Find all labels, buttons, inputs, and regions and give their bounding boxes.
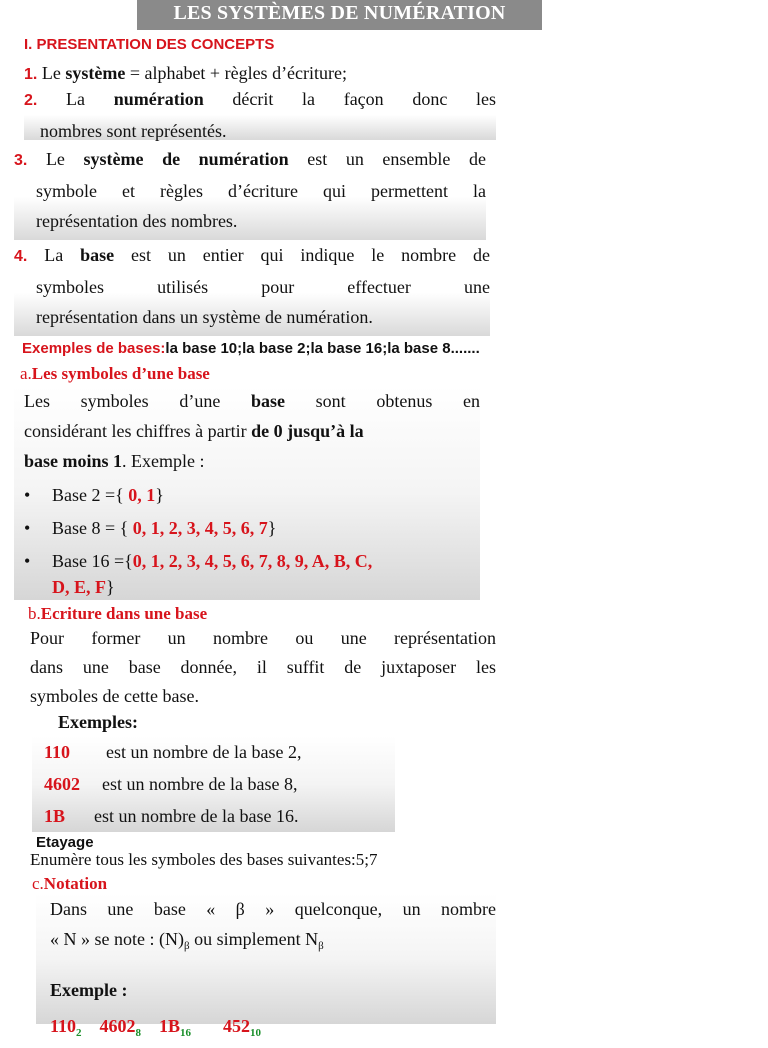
bullet-3-close: }	[106, 577, 115, 597]
bullet-1-close: }	[155, 485, 164, 505]
concept-4-post: est un entier qui indique le nombre de	[114, 245, 490, 265]
section-c-letter: c.	[32, 874, 44, 893]
section-c-line-2-mid: ou simplement N	[189, 929, 319, 949]
bullet-1-label: Base 2 ={	[52, 485, 129, 505]
section-a-title: Les symboles d’une base	[31, 364, 210, 383]
table-row	[32, 768, 395, 800]
section-c-exemple-label: Exemple :	[50, 980, 128, 1000]
notation-2	[100, 1011, 142, 1048]
concept-4-number: 4.	[14, 248, 28, 265]
section-c-sub-1: β	[183, 940, 190, 952]
concept-4-line-1	[14, 240, 490, 272]
concept-2-bold: numération	[113, 89, 204, 109]
notation-1-number: 110	[50, 1016, 77, 1036]
etayage-label: Etayage	[36, 834, 94, 851]
section-1-title: PRESENTATION DES CONCEPTS	[36, 36, 275, 53]
bullet-icon: •	[24, 518, 31, 538]
section-c-title: Notation	[43, 874, 108, 893]
concept-3-line-2: symbole et règles d’écriture qui permettent la	[36, 181, 486, 201]
section-a-line-2-bold: de 0 jusqu’à la	[251, 421, 364, 441]
section-b-line-3: symboles de cette base.	[30, 686, 199, 706]
section-a-line-2-pre: considérant les chiffres à partir	[24, 421, 252, 441]
bullet-3-symbols-2: D, E, F	[52, 577, 106, 597]
section-1-heading	[24, 36, 274, 53]
section-c-body	[36, 894, 496, 1039]
notation-3	[159, 1011, 191, 1048]
section-a-line-1	[14, 386, 480, 416]
concept-3-line-3: représentation des nombres.	[36, 211, 238, 231]
example-1-number: 110	[44, 742, 71, 762]
section-a-heading	[20, 364, 210, 384]
list-item	[14, 546, 480, 600]
notation-4-base: 10	[250, 1027, 262, 1039]
concept-1-number: 1.	[24, 66, 38, 83]
bullet-3-label: Base 16 ={	[52, 551, 133, 571]
example-2-number: 4602	[44, 774, 80, 794]
notation-examples	[36, 1011, 496, 1048]
notation-1-base: 2	[76, 1027, 82, 1039]
exemples-de-bases-values: la base 10;la base 2;la base 16;la base 8.......	[165, 340, 480, 357]
section-b-heading	[28, 604, 207, 624]
example-3-number: 1B	[44, 806, 66, 826]
exemples-de-bases	[22, 340, 480, 357]
concept-3-post: est un ensemble de	[288, 149, 486, 169]
concept-1-bold: système	[65, 63, 126, 83]
section-1-numeral: I.	[24, 36, 33, 53]
etayage-text: Enumère tous les symboles des bases suivantes:5;7	[30, 850, 378, 869]
bullet-2-close: }	[267, 518, 277, 538]
concept-4-line-2: symboles utilisés pour effectuer une	[36, 277, 490, 297]
section-b-line-1: Pour former un nombre ou une représentation	[30, 628, 496, 648]
table-row	[32, 736, 395, 768]
bullet-icon: •	[24, 551, 31, 571]
section-a-line-3-bold: base moins 1	[24, 451, 123, 471]
example-2-text: est un nombre de la base 8,	[102, 774, 298, 794]
section-c-line-2-pre: « N » se note : (N)	[50, 929, 184, 949]
bullet-2-label: Base 8 = {	[52, 518, 133, 538]
section-b-body	[24, 624, 496, 708]
section-a-letter: a.	[20, 364, 32, 383]
concept-3-number: 3.	[14, 152, 28, 169]
concept-2-line-1	[24, 84, 496, 116]
section-a-line-1-post: sont obtenus en	[285, 391, 480, 411]
concept-3	[14, 144, 486, 240]
notation-2-number: 4602	[99, 1016, 136, 1036]
concept-2-line-2: nombres sont représentés.	[40, 121, 227, 141]
notation-1	[50, 1011, 82, 1048]
bullet-2-symbols: 0, 1, 2, 3, 4, 5, 6, 7	[132, 518, 268, 538]
section-c-line-2	[36, 924, 496, 961]
section-b-letter: b.	[28, 604, 41, 623]
section-c-sub-2: β	[318, 940, 324, 952]
section-c-heading	[32, 874, 107, 894]
section-a-line-1-pre: Les symboles d’une	[24, 391, 251, 411]
concept-2-pre: La	[66, 89, 114, 109]
bullet-1-symbols: 0, 1	[128, 485, 156, 505]
example-1-text: est un nombre de la base 2,	[106, 742, 302, 762]
concept-2	[24, 84, 496, 140]
concept-3-line-1	[14, 144, 486, 176]
section-a-line-3-post: . Exemple :	[122, 451, 205, 471]
section-a-line-2	[14, 416, 480, 446]
notation-4	[223, 1011, 261, 1048]
exemples-de-bases-label: Exemples de bases:	[22, 340, 166, 357]
section-b-title: Ecriture dans une base	[40, 604, 208, 623]
bullet-3-symbols: 0, 1, 2, 3, 4, 5, 6, 7, 8, 9, A, B, C,	[132, 551, 373, 571]
example-3-text: est un nombre de la base 16.	[94, 806, 299, 826]
concept-3-bold: système de numération	[83, 149, 289, 169]
examples-box	[32, 736, 395, 832]
concept-2-post: décrit la façon donc les	[203, 89, 497, 109]
concept-4-pre: La	[44, 245, 81, 265]
page-title: LES SYSTÈMES DE NUMÉRATION	[137, 0, 542, 30]
concept-2-number: 2.	[24, 92, 38, 109]
list-item	[14, 513, 480, 543]
list-item	[14, 480, 480, 510]
notation-2-base: 8	[135, 1027, 142, 1039]
section-b-line-2: dans une base donnée, il suffit de juxtaposer les	[30, 657, 496, 677]
concept-1-post: = alphabet + règles d’écriture;	[125, 63, 348, 83]
section-a-body	[14, 386, 480, 600]
table-row	[32, 800, 395, 832]
section-a-line-3	[14, 446, 480, 476]
concept-4-bold: base	[80, 245, 115, 265]
notation-4-number: 452	[223, 1016, 251, 1036]
exemples-label: Exemples:	[58, 712, 138, 732]
concept-4	[14, 240, 490, 336]
concept-3-pre: Le	[45, 149, 84, 169]
notation-3-base: 16	[180, 1027, 192, 1039]
section-c-line-1: Dans une base « β » quelconque, un nombre	[50, 899, 496, 919]
concept-4-line-3: représentation dans un système de numération.	[36, 307, 373, 327]
section-a-line-1-bold: base	[250, 391, 285, 411]
concept-1-pre: Le	[41, 63, 66, 83]
notation-3-number: 1B	[159, 1016, 181, 1036]
bullet-icon: •	[24, 485, 31, 505]
